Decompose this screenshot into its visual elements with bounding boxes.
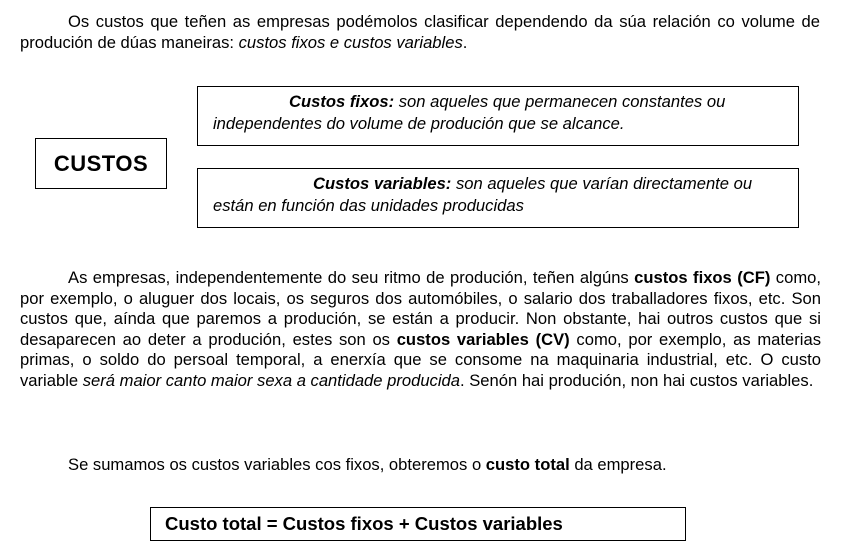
sum-text-2: da empresa.: [569, 455, 667, 474]
variable-costs-definition: son aqueles que varían directamente ou están en función das unidades producidas: [213, 174, 753, 215]
total-cost-formula: Custo total = Custos fixos + Custos variables: [165, 513, 563, 534]
body-italic-text: será maior canto maior sexa a cantidade producida: [82, 370, 460, 390]
body-text-3: como, por exemplo, as materias primas, o soldo do persoal temporal, a enerxía que se consome na maquinaria industrial, etc. O custo variable: [20, 329, 821, 390]
intro-italic-text: custos fixos e custos variables: [238, 32, 463, 52]
fixed-costs-term: Custos fixos:: [289, 92, 395, 111]
intro-text: Os custos que teñen as empresas podémolos clasificar dependendo da súa relación co volume de produción de dúas maneiras:: [20, 12, 820, 52]
body-paragraph: [20, 268, 821, 392]
fixed-costs-definition: son aqueles que permanecen constantes ou independentes do volume de produción que se alcance.: [213, 92, 726, 133]
custos-box: [35, 138, 167, 189]
variable-costs-term: Custos variables:: [313, 174, 452, 193]
total-cost-bold: custo total: [485, 455, 570, 474]
intro-end: .: [462, 32, 468, 52]
sum-paragraph: [68, 455, 828, 476]
fixed-costs-bold: custos fixos (CF): [634, 268, 771, 287]
body-text-1: As empresas, independentemente do seu ritmo de produción, teñen algúns: [68, 268, 635, 287]
variable-costs-bold: custos variables (CV): [396, 329, 570, 349]
fixed-costs-definition-box: [197, 86, 799, 146]
total-cost-formula-box: [150, 507, 686, 541]
sum-text-1: Se sumamos os custos variables cos fixos, obteremos o: [68, 455, 486, 474]
custos-label: CUSTOS: [53, 150, 149, 176]
body-text-2: como, por exemplo, o aluguer dos locais, os seguros dos automóbiles, o salario dos traballadores fixos, etc. Son custos que, aínda que paremos a produción, se están a producir. Non obstante, hai outros custos que si desaparecen ao deter a produción, estes son os: [20, 268, 821, 349]
intro-paragraph: [20, 12, 820, 53]
variable-costs-definition-box: [197, 168, 799, 228]
body-text-4: . Senón hai produción, non hai custos variables.: [460, 370, 814, 390]
